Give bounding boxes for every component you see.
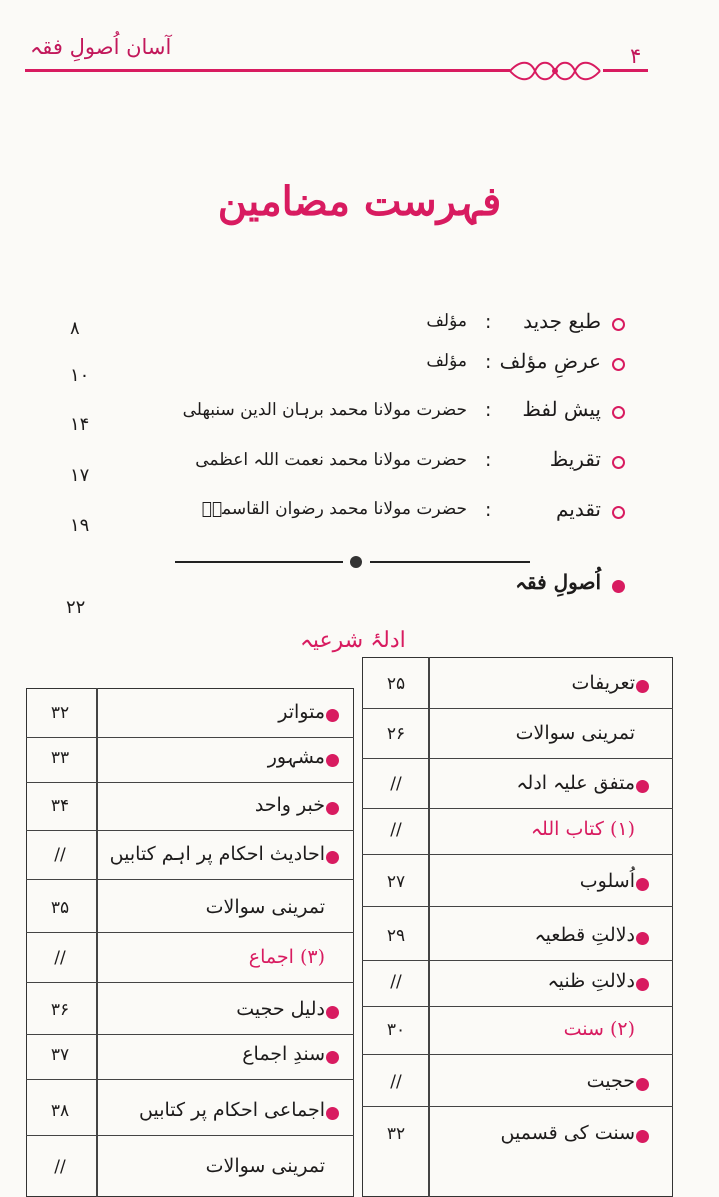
- section-heading: ادلۂ شرعیہ: [300, 628, 406, 653]
- left-row-page: ۳۷: [50, 1045, 70, 1065]
- left-row-page: ۳۵: [50, 898, 70, 918]
- right-row-label: (۱) کتاب اللہ: [530, 818, 635, 840]
- right-row-page: //: [390, 1072, 402, 1092]
- toc-title: طبع جدید: [523, 309, 601, 333]
- left-row-rule: [26, 830, 354, 831]
- left-row-rule: [26, 1135, 354, 1136]
- left-row-rule: [26, 1034, 354, 1035]
- right-row-label: متفق علیہ ادلہ: [516, 772, 635, 794]
- toc-page: ۱۴: [70, 414, 90, 435]
- toc-author: حضرت مولانا محمد برہان الدین سنبھلی: [182, 400, 467, 420]
- page-title: فہرست مضامین: [217, 178, 502, 225]
- left-row-rule: [26, 932, 354, 933]
- right-row-label: حجیت: [586, 1070, 635, 1092]
- right-row-rule: [362, 906, 673, 907]
- right-bullet: [636, 932, 649, 945]
- left-row-page: ۳۸: [50, 1101, 70, 1121]
- right-row-rule: [362, 1106, 673, 1107]
- toc-colon: :: [485, 499, 492, 521]
- toc-page: ۱۷: [70, 465, 90, 486]
- right-row-label: دلالتِ قطعیہ: [534, 924, 635, 946]
- right-row-page: //: [390, 972, 402, 992]
- right-row-label: (۲) سنت: [563, 1018, 635, 1040]
- right-row-label: تمرینی سوالات: [515, 722, 635, 744]
- right-bullet: [636, 878, 649, 891]
- usul-title: اُصولِ فقہ: [515, 570, 601, 594]
- left-row-rule: [26, 782, 354, 783]
- left-row-label: مشہور: [267, 746, 325, 768]
- left-row-page: //: [54, 948, 66, 968]
- right-bullet: [636, 978, 649, 991]
- left-bullet: [326, 754, 339, 767]
- left-row-rule: [26, 879, 354, 880]
- ornament-icon: [505, 60, 605, 82]
- right-row-page: ۲۵: [386, 674, 406, 694]
- right-row-page: //: [390, 774, 402, 794]
- toc-title: عرضِ مؤلف: [499, 349, 601, 373]
- right-row-rule: [362, 960, 673, 961]
- usul-page: ۲۲: [66, 597, 86, 618]
- right-row-page: ۲۹: [386, 926, 406, 946]
- right-row-rule: [362, 1006, 673, 1007]
- toc-title: تقریظ: [549, 447, 601, 471]
- left-row-label: متواتر: [278, 701, 325, 723]
- header-rule-left: [25, 69, 510, 72]
- toc-title: تقدیم: [555, 497, 601, 521]
- right-row-page: ۳۰: [386, 1020, 406, 1040]
- left-row-label: سندِ اجماع: [242, 1043, 325, 1065]
- right-row-page: //: [390, 820, 402, 840]
- left-row-label: تمرینی سوالات: [205, 1155, 325, 1177]
- left-row-page: ۳۶: [50, 1000, 70, 1020]
- left-row-page: //: [54, 845, 66, 865]
- toc-title: پیش لفظ: [522, 397, 601, 421]
- right-row-label: اُسلوب: [579, 870, 635, 892]
- right-row-rule: [362, 854, 673, 855]
- left-row-page: ۳۲: [50, 703, 70, 723]
- divider-line-right: [370, 561, 530, 563]
- toc-colon: :: [485, 351, 492, 373]
- left-bullet: [326, 851, 339, 864]
- toc-colon: :: [485, 311, 492, 333]
- toc-author: حضرت مولانا محمد نعمت اللہ اعظمی: [195, 450, 467, 470]
- toc-author: مؤلف: [426, 351, 467, 371]
- left-row-label: (۳) اجماع: [248, 946, 325, 968]
- left-row-label: تمرینی سوالات: [205, 896, 325, 918]
- left-row-rule: [26, 737, 354, 738]
- toc-bullet: [612, 318, 625, 331]
- left-row-page: //: [54, 1157, 66, 1177]
- right-bullet: [636, 680, 649, 693]
- right-row-rule: [362, 758, 673, 759]
- right-row-label: دلالتِ ظنیہ: [547, 970, 635, 992]
- toc-colon: :: [485, 399, 492, 421]
- divider-line-left: [175, 561, 343, 563]
- right-bullet: [636, 780, 649, 793]
- toc-author: مؤلف: [426, 311, 467, 331]
- right-row-label: تعریفات: [571, 672, 635, 694]
- toc-bullet: [612, 456, 625, 469]
- right-row-rule: [362, 708, 673, 709]
- toc-author: حضرت مولانا محمد رضوان القاسمیؒ: [201, 499, 467, 519]
- right-row-label: سنت کی قسمیں: [500, 1122, 635, 1144]
- usul-bullet: [612, 580, 625, 593]
- toc-page: ۸: [70, 318, 80, 339]
- toc-bullet: [612, 358, 625, 371]
- left-row-page: ۳۴: [50, 796, 70, 816]
- header-rule-right: [603, 69, 648, 72]
- toc-bullet: [612, 406, 625, 419]
- left-row-label: احادیث احکام پر اہم کتابیں: [109, 843, 325, 865]
- right-table-divider: [428, 657, 430, 1197]
- left-bullet: [326, 1051, 339, 1064]
- right-row-page: ۳۲: [386, 1124, 406, 1144]
- left-row-rule: [26, 982, 354, 983]
- left-bullet: [326, 1006, 339, 1019]
- right-row-rule: [362, 1054, 673, 1055]
- page-number: ۴: [630, 44, 642, 68]
- left-row-rule: [26, 1079, 354, 1080]
- right-bullet: [636, 1078, 649, 1091]
- left-row-label: خبر واحد: [254, 794, 325, 816]
- right-row-rule: [362, 808, 673, 809]
- left-bullet: [326, 802, 339, 815]
- right-row-page: ۲۷: [386, 872, 406, 892]
- toc-page: ۱۹: [70, 515, 90, 536]
- left-row-page: ۳۳: [50, 748, 70, 768]
- toc-bullet: [612, 506, 625, 519]
- right-bullet: [636, 1130, 649, 1143]
- toc-colon: :: [485, 449, 492, 471]
- left-bullet: [326, 1107, 339, 1120]
- left-row-label: اجماعی احکام پر کتابیں: [139, 1099, 325, 1121]
- divider-dot: [350, 556, 362, 568]
- right-row-page: ۲۶: [386, 724, 406, 744]
- left-bullet: [326, 709, 339, 722]
- left-table-divider: [96, 688, 98, 1197]
- toc-page: ۱۰: [70, 365, 90, 386]
- book-title: آسان اُصولِ فقہ: [30, 35, 172, 59]
- left-row-label: دلیل حجیت: [236, 998, 325, 1020]
